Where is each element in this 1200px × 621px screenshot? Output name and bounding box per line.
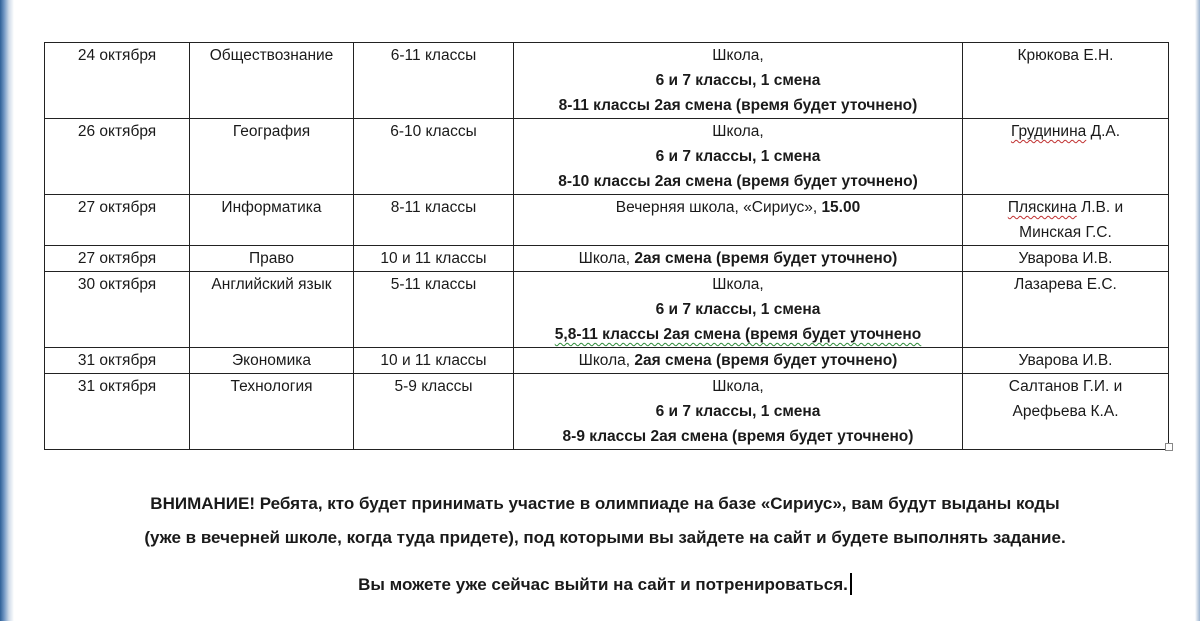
teacher-cell [963,119,1169,195]
venue-line: 8-11 классы 2ая смена (время будет уточнено) [558,97,918,114]
table-row [45,119,1169,195]
grades-cell: 10 и 11 классы [354,246,514,272]
teacher-initials: Д.А. [1086,123,1121,140]
subject-cell: Технология [190,374,354,450]
table-row [45,348,1169,374]
date-cell: 27 октября [45,195,190,246]
grades-cell: 5-9 классы [354,374,514,450]
grades-cell: 5-11 классы [354,272,514,348]
notice-line-1: ВНИМАНИЕ! Ребята, кто будет принимать участие в олимпиаде на базе «Сириус», вам будут выданы коды [150,494,1060,513]
subject-cell: Информатика [190,195,354,246]
teacher-cell [963,374,1169,450]
notice-line-3-text: Вы можете уже сейчас выйти на сайт и потренироваться. [358,575,848,594]
venue-time: 2ая смена (время будет уточнено) [634,352,898,369]
teacher-line: Салтанов Г.И. и [1008,378,1123,395]
venue-line: 6 и 7 классы, 1 смена [655,72,821,89]
teacher-line: Минская Г.С. [1019,224,1112,241]
date-cell: 31 октября [45,348,190,374]
teacher-cell: Крюкова Е.Н. [963,43,1169,119]
table-resize-handle[interactable] [1165,443,1173,451]
grades-cell: 6-10 классы [354,119,514,195]
venue-line: 6 и 7 классы, 1 смена [655,148,821,165]
table-row [45,195,1169,246]
text-cursor [850,573,852,595]
subject-cell: Право [190,246,354,272]
teacher-initials: Л.В. и [1076,199,1124,216]
date-cell: 24 октября [45,43,190,119]
venue-line: 8-9 классы 2ая смена (время будет уточнено) [562,428,914,445]
table-row [45,246,1169,272]
subject-cell: Экономика [190,348,354,374]
venue-cell [514,119,963,195]
grades-cell: 6-11 классы [354,43,514,119]
teacher-cell [963,195,1169,246]
date-cell: 27 октября [45,246,190,272]
grades-cell: 10 и 11 классы [354,348,514,374]
venue-text: Школа, [578,352,635,369]
venue-line: Школа, [712,378,764,395]
spellcheck-flagged-word: Пляскина [1007,199,1077,216]
table-row [45,374,1169,450]
venue-line: 6 и 7 классы, 1 смена [655,403,821,420]
teacher-cell: Лазарева Е.С. [963,272,1169,348]
subject-cell: Обществознание [190,43,354,119]
venue-cell [514,43,963,119]
venue-cell [514,348,963,374]
venue-cell [514,272,963,348]
table-row [45,43,1169,119]
venue-cell [514,246,963,272]
notice-line-3 [40,573,1170,595]
date-cell: 30 октября [45,272,190,348]
venue-line: Школа, [712,123,764,140]
venue-line: 5,8-11 классы 2ая смена (время будет уточнено [554,326,922,343]
window-right-edge [1195,0,1200,621]
date-cell: 26 октября [45,119,190,195]
venue-cell [514,195,963,246]
teacher-cell: Уварова И.В. [963,348,1169,374]
teacher-line [966,195,1165,220]
olympiad-schedule-table [44,42,1169,450]
venue-text: Вечерняя школа, «Сириус», [615,199,822,216]
spellcheck-flagged-word: Грудинина [1010,123,1087,140]
venue-time: 15.00 [821,199,861,216]
grades-cell: 8-11 классы [354,195,514,246]
table-row [45,272,1169,348]
venue-text: Школа, [578,250,635,267]
venue-cell [514,374,963,450]
venue-line: 8-10 классы 2ая смена (время будет уточнено) [558,173,918,190]
teacher-line: Арефьева К.А. [1012,403,1119,420]
subject-cell: Английский язык [190,272,354,348]
venue-line: Школа, [712,47,764,64]
notice-line-2: (уже в вечерней школе, когда туда придете), под которыми вы зайдете на сайт и будете выполнять задание. [144,528,1066,547]
venue-line: 6 и 7 классы, 1 смена [655,301,821,318]
venue-line: Школа, [712,276,764,293]
subject-cell: География [190,119,354,195]
venue-time: 2ая смена (время будет уточнено) [634,250,898,267]
teacher-cell: Уварова И.В. [963,246,1169,272]
window-left-edge [0,0,14,621]
date-cell: 31 октября [45,374,190,450]
